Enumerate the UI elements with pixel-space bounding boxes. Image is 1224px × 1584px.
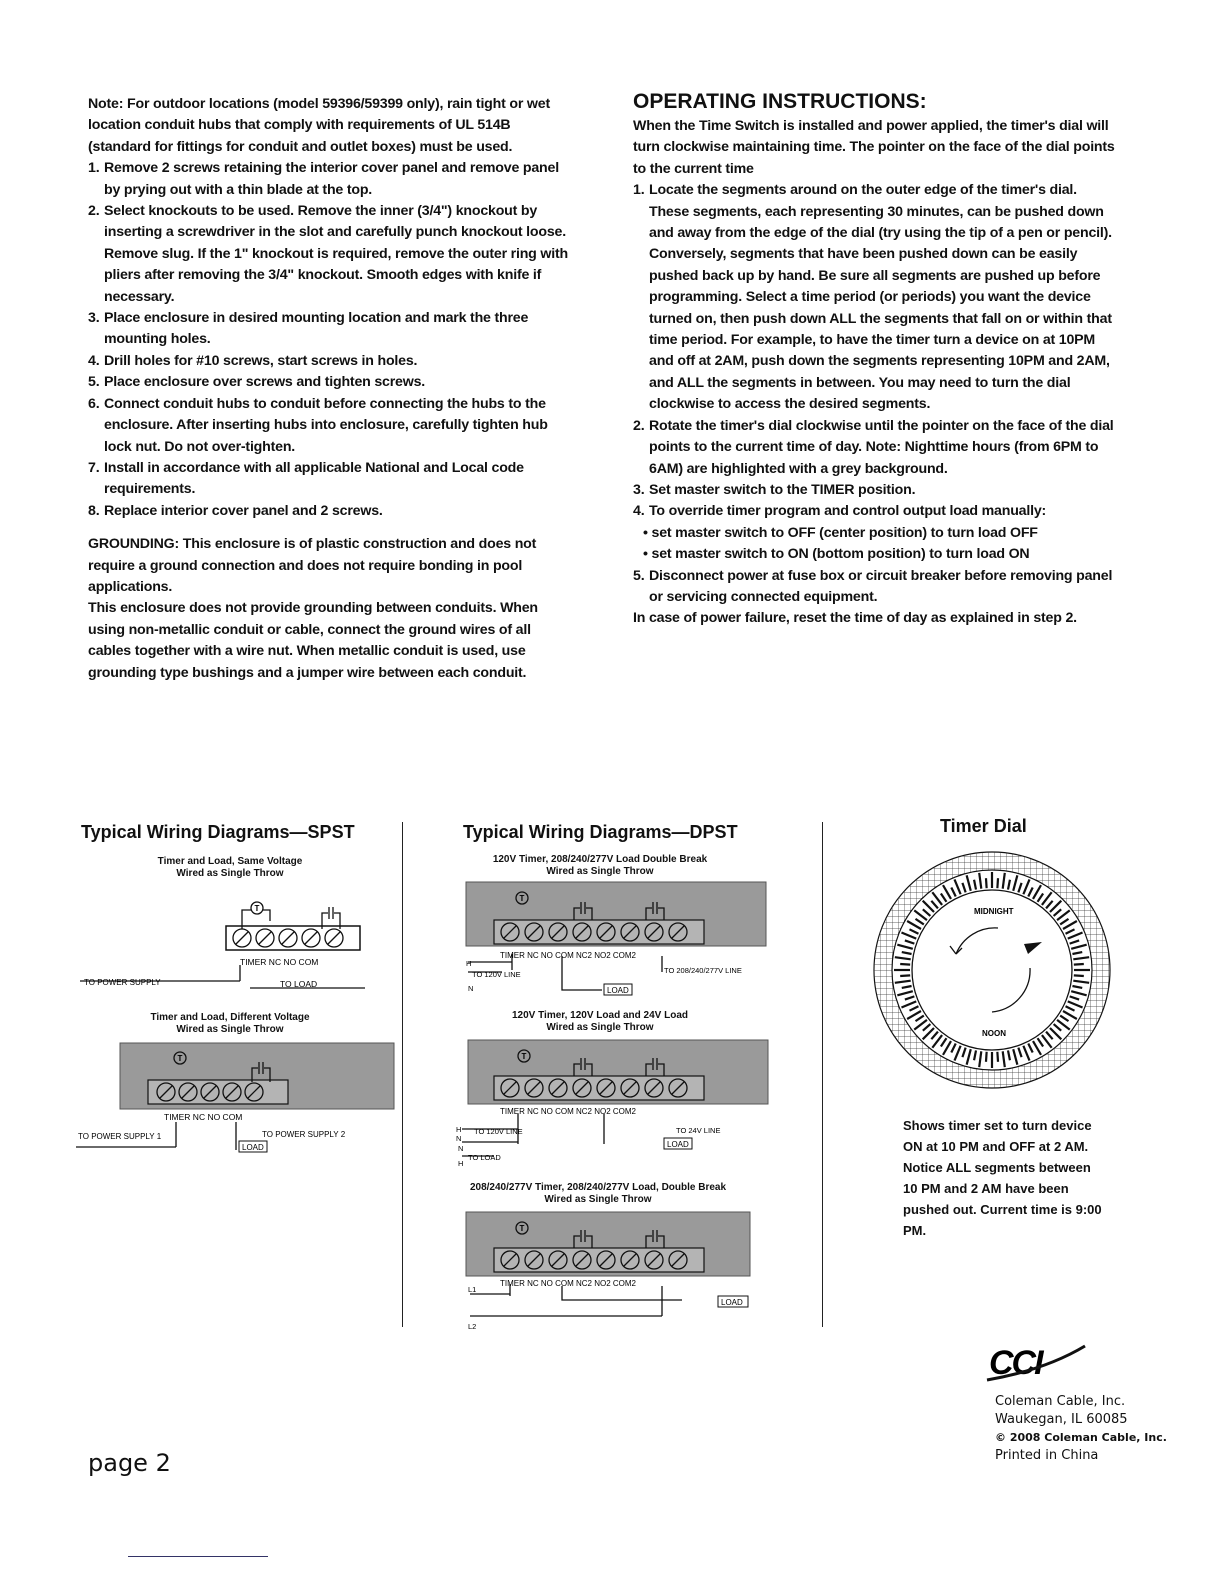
svg-text:LOAD: LOAD <box>721 1298 743 1307</box>
list-item: 1. Remove 2 screws retaining the interior cover panel and remove panel by prying out with a thin blade at the top. <box>88 160 559 198</box>
dial-segment <box>997 878 998 888</box>
svg-text:LOAD: LOAD <box>607 986 629 995</box>
svg-text:N: N <box>458 1144 464 1153</box>
timer-dial-title: Timer Dial <box>940 816 1027 836</box>
terminal-labels: TIMER NC NO COM <box>240 957 319 967</box>
load-box-label: LOAD <box>242 1143 264 1152</box>
list-item: 3. Place enclosure in desired mounting location and mark the three mounting holes. <box>88 310 529 348</box>
svg-text:TO 120V LINE: TO 120V LINE <box>472 970 521 979</box>
svg-text:LOAD: LOAD <box>667 1140 689 1149</box>
svg-text:CCI: CCI <box>989 1344 1042 1382</box>
dial-segment <box>997 1052 998 1062</box>
svg-text:TIMER NC NO COM: TIMER NC NO COM <box>164 1112 243 1122</box>
spst-diagram-2 <box>76 1040 396 1160</box>
operating-instructions <box>633 90 1118 630</box>
spst-subtitle-2: Timer and Load, Different Voltage Wired as Single Throw <box>150 1012 310 1035</box>
svg-text:L2: L2 <box>468 1322 477 1330</box>
list-item: 5. Disconnect power at fuse box or circuit breaker before removing panel or servicing connected equipment. <box>633 567 1113 605</box>
svg-text:H: H <box>458 1159 464 1168</box>
dpst-diagram-1 <box>462 880 782 996</box>
load-label: TO LOAD <box>280 979 318 989</box>
svg-text:TIMER NC NO COM NC2 NO2 C: TIMER NC NO COM NC2 NO2 COM2 <box>500 1279 637 1288</box>
spst-subtitle-1: Timer and Load, Same Voltage Wired as Single Throw <box>157 856 303 879</box>
dpst-diagram-2 <box>454 1038 774 1168</box>
divider <box>822 822 823 1327</box>
power-supply-label: TO POWER SUPPLY <box>84 978 161 987</box>
svg-text:TO LOAD: TO LOAD <box>468 1153 501 1162</box>
spst-diagram-1 <box>80 893 380 993</box>
svg-text:TO 120V LINE: TO 120V LINE <box>474 1127 523 1136</box>
timer-dial-caption: Shows timer set to turn device ON at 10 PM and OFF at 2 AM. Notice ALL segments between 10 PM and 2 AM have been pushed out. Current time is 9:00 PM. <box>903 1118 1102 1238</box>
svg-text:L1: L1 <box>468 1285 477 1294</box>
svg-text:T: T <box>521 1052 527 1061</box>
operating-step-5 <box>633 566 1118 609</box>
dpst-title: Typical Wiring Diagrams—DPST <box>463 822 738 842</box>
list-item: 1. Locate the segments around on the outer edge of the timer's dial. These segments, each representing 30 minutes, can be pushed down and away from the edge of the dial (try using the tip of a pen or pencil). Conversely, segments that have been pushed down can be easily pushed back up by hand. Be sure all segments are pushed up before programming. Select a time period (or periods) you want the device turned on, then push down ALL the segments that fall on or within that time period. For example, to have the timer turn a device on at 10PM and off at 2AM, push down the segments representing 10PM and 2AM, and ALL the segments in between. You may need to turn the dial clockwise to access the desired segments. <box>633 182 1112 413</box>
divider <box>128 1556 268 1557</box>
cci-logo <box>985 1340 1105 1386</box>
svg-text:MIDNIGHT: MIDNIGHT <box>974 907 1014 916</box>
svg-text:T: T <box>519 1224 525 1233</box>
dpst-subtitle-1: 120V Timer, 208/240/277V Load Double Break Wired as Single Throw <box>492 854 708 877</box>
svg-text:T: T <box>254 904 260 913</box>
list-item: • set master switch to ON (bottom position) to turn load ON <box>643 544 1118 565</box>
svg-text:T: T <box>519 894 525 903</box>
page-number: page 2 <box>88 1449 171 1477</box>
dpst-subtitle-3: 208/240/277V Timer, 208/240/277V Load, Double Break Wired as Single Throw <box>469 1182 727 1205</box>
grounding-paragraph: GROUNDING: This enclosure is of plastic construction and does not require a ground connection and does not require bonding in pool applications. <box>88 536 537 595</box>
operating-steps <box>633 180 1118 523</box>
installation-steps <box>88 158 568 522</box>
list-item: 2. Select knockouts to be used. Remove the inner (3/4") knockout by inserting a screwdriver in the slot and carefully punch knockout loose. Remove slug. If the 1" knockout is required, remove the outer ring with pliers after removing the 3/4" knockout. Smooth edges with knife if necessary. <box>88 203 568 305</box>
operating-title: OPERATING INSTRUCTIONS: <box>633 90 927 113</box>
override-bullets <box>633 523 1118 566</box>
svg-text:TO 208/240/277V LINE: TO 208/240/277V LINE <box>664 966 742 975</box>
list-item: 4. Drill holes for #10 screws, start screws in holes. <box>88 352 418 369</box>
dial-segment <box>1074 964 1084 965</box>
dial-segment <box>1074 975 1084 976</box>
divider <box>402 822 403 1327</box>
svg-text:TO 24V LINE: TO 24V LINE <box>676 1126 721 1135</box>
grounding-warning: This enclosure does not provide grounding between conduits. When using non-metallic conduit or cable, connect the ground wires of all cables together with a wire nut. When metallic conduit is used, use grounding type bushings and a jumper wire between each conduit. <box>88 600 538 681</box>
list-item: 2. Rotate the timer's dial clockwise until the pointer on the face of the dial points to the current time of day. Note: Nighttime hours (from 6PM to 6AM) are highlighted with a grey background. <box>633 417 1114 477</box>
svg-text:H: H <box>466 959 472 968</box>
dpst-subtitle-2: 120V Timer, 120V Load and 24V Load Wired as Single Throw <box>511 1010 688 1033</box>
svg-text:N: N <box>468 984 474 993</box>
list-item: 5. Place enclosure over screws and tighten screws. <box>88 374 425 391</box>
power-supply-1-label: TO POWER SUPPLY 1 <box>78 1132 162 1141</box>
timer-dial <box>862 850 1122 1090</box>
list-item: 8. Replace interior cover panel and 2 screws. <box>88 502 383 519</box>
dial-segment <box>900 975 910 976</box>
svg-text:TIMER NC NO COM NC2 NO2 C: TIMER NC NO COM NC2 NO2 COM2 <box>500 1107 637 1116</box>
company-info: Coleman Cable, Inc. Waukegan, IL 60085 © 2008 Coleman Cable, Inc. Printed in China <box>995 1394 1167 1463</box>
dial-segment <box>986 878 987 888</box>
svg-text:H: H <box>456 1125 462 1134</box>
svg-text:NOON: NOON <box>982 1029 1006 1038</box>
note-paragraph: Note: For outdoor locations (model 59396/59399 only), rain tight or wet location conduit hubs that comply with requirements of UL 514B (standard for fittings for conduit and outlet boxes) must be used. <box>88 96 550 155</box>
power-failure-note: In case of power failure, reset the time of day as explained in step 2. <box>633 610 1077 627</box>
operating-intro: When the Time Switch is installed and power applied, the timer's dial will turn clockwise maintaining time. The pointer on the face of the dial points to the current time <box>633 118 1115 177</box>
list-item: 6. Connect conduit hubs to conduit before connecting the hubs to the enclosure. After inserting hubs into enclosure, carefully tighten hub lock nut. Do not over-tighten. <box>88 395 548 455</box>
list-item: 7. Install in accordance with all applicable National and Local code requirements. <box>88 459 524 498</box>
svg-text:TIMER NC NO COM NC2 NO2 C: TIMER NC NO COM NC2 NO2 COM2 <box>500 951 637 960</box>
list-item: 3. Set master switch to the TIMER position. <box>633 481 916 498</box>
svg-text:N: N <box>456 1134 462 1143</box>
dpst-diagram-3 <box>462 1210 762 1330</box>
dial-segment <box>986 1052 987 1062</box>
spst-title: Typical Wiring Diagrams—SPST <box>81 822 355 842</box>
installation-instructions <box>88 94 568 684</box>
list-item: 4. To override timer program and control output load manually: <box>633 503 1047 520</box>
dial-segment <box>900 964 910 965</box>
power-supply-2-label: TO POWER SUPPLY 2 <box>262 1130 346 1139</box>
svg-text:T: T <box>177 1054 183 1063</box>
list-item: • set master switch to OFF (center position) to turn load OFF <box>643 523 1118 544</box>
